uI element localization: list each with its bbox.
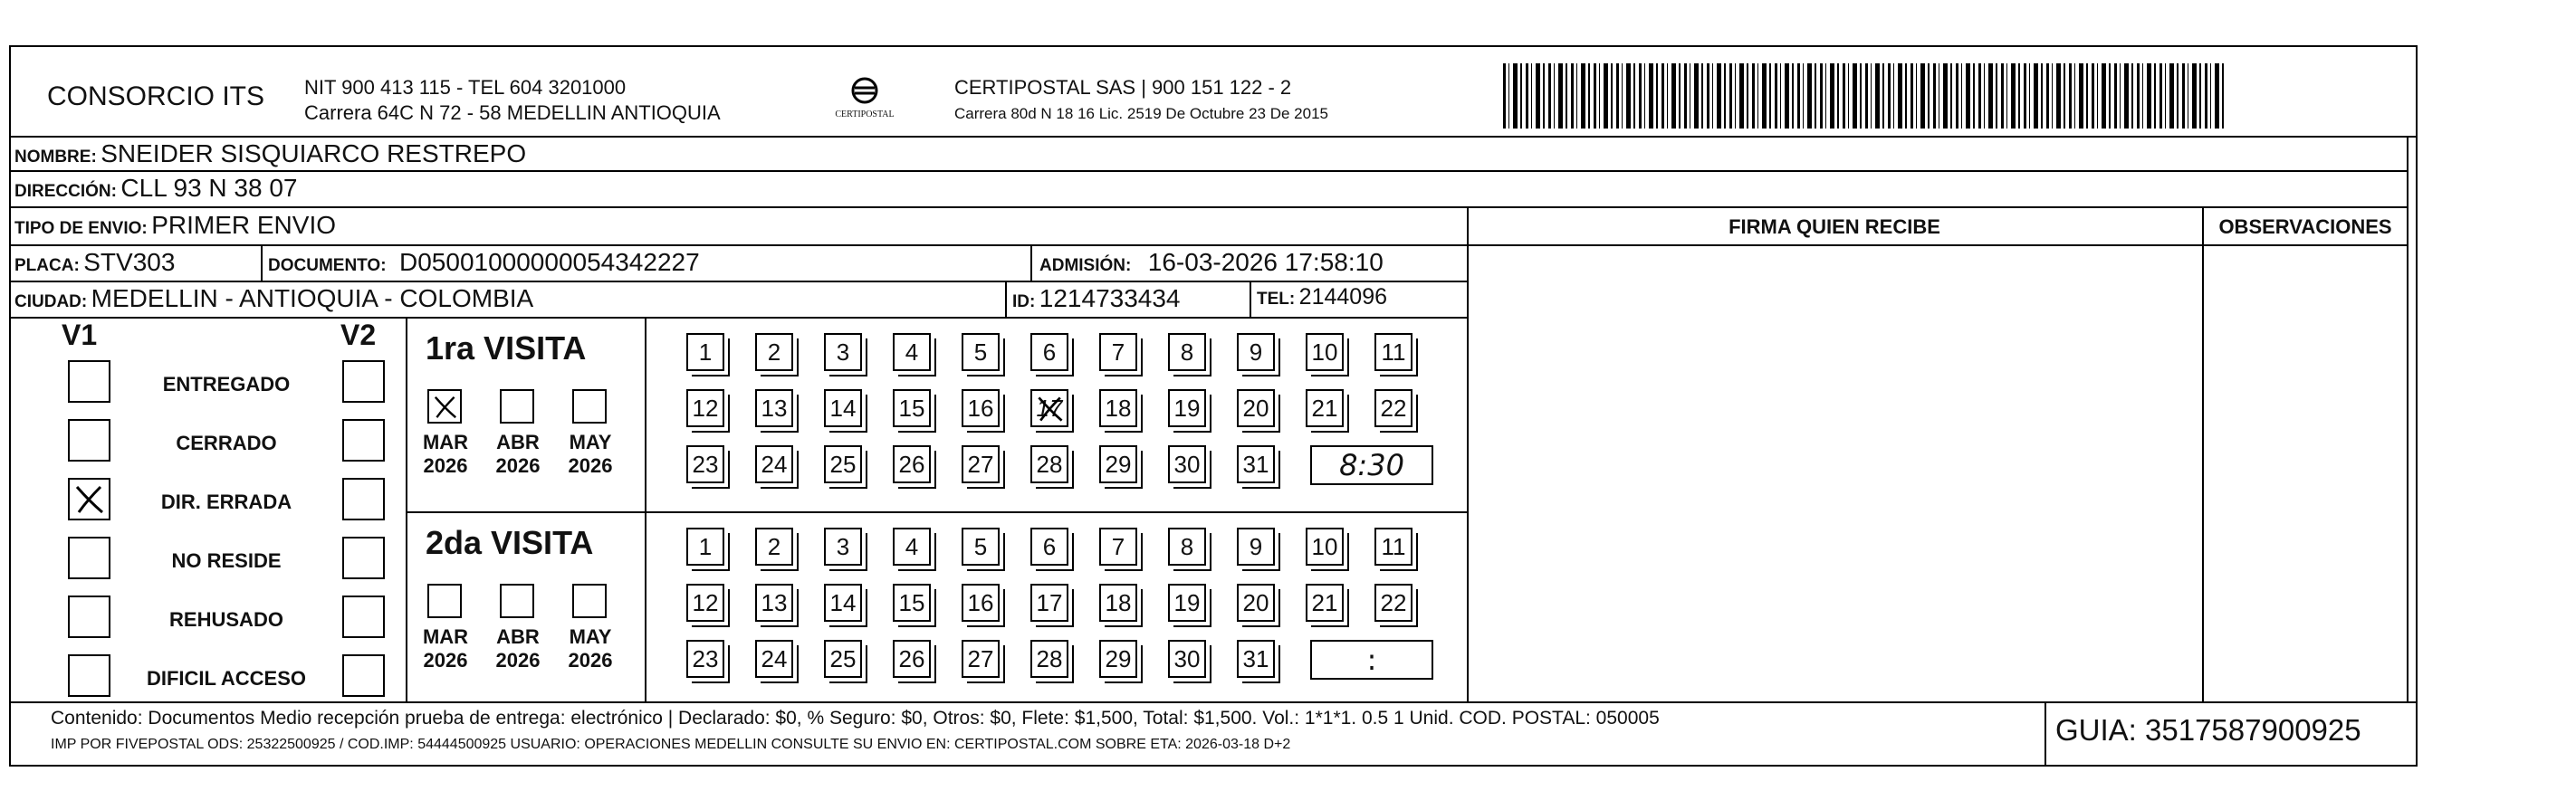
nombre-row: [14, 139, 526, 168]
firma-area[interactable]: [1470, 248, 2200, 699]
month-checkbox[interactable]: [427, 389, 462, 424]
day-box[interactable]: 9: [1237, 333, 1275, 371]
day-box[interactable]: 3: [824, 528, 862, 566]
status-label: REHUSADO: [169, 608, 283, 631]
admision-value: 16-03-2026 17:58:10: [1147, 248, 1384, 276]
v2-checkbox[interactable]: [342, 654, 385, 697]
tipo-envio-row: [14, 211, 336, 240]
month-label: [563, 431, 618, 478]
handwritten-x-mark: [1034, 393, 1067, 425]
company-name: CONSORCIO ITS: [47, 81, 265, 111]
id-label: ID:: [1012, 292, 1036, 311]
day-box[interactable]: 2: [755, 333, 793, 371]
tel-value: 2144096: [1298, 284, 1387, 310]
month-name: MAY: [569, 625, 612, 648]
day-box[interactable]: 1: [686, 528, 724, 566]
v1-checkbox[interactable]: [68, 360, 110, 403]
month-year: 2026: [568, 649, 613, 672]
day-box[interactable]: 10: [1306, 528, 1344, 566]
handwritten-x-mark: [72, 481, 108, 518]
ciudad-value: MEDELLIN - ANTIOQUIA - COLOMBIA: [91, 284, 534, 312]
tipo-envio-label: TIPO DE ENVIO:: [14, 219, 148, 238]
day-box[interactable]: 31: [1237, 640, 1275, 678]
day-box[interactable]: 7: [1099, 333, 1137, 371]
time-field[interactable]: :: [1310, 640, 1433, 680]
day-box[interactable]: 24: [755, 640, 793, 678]
logo-text: CERTIPOSTAL: [835, 110, 895, 119]
day-box[interactable]: 14: [824, 584, 862, 622]
day-box[interactable]: 28: [1030, 640, 1068, 678]
company-line-1: NIT 900 413 115 - TEL 604 3201000: [304, 76, 627, 99]
id-value: 1214733434: [1039, 284, 1181, 312]
month-checkbox[interactable]: [500, 389, 534, 424]
day-box[interactable]: 22: [1374, 389, 1412, 427]
month-checkbox[interactable]: [427, 584, 462, 618]
month-label: [563, 625, 618, 672]
month-name: MAR: [422, 431, 469, 453]
placa-label: PLACA:: [14, 256, 80, 275]
day-box[interactable]: 11: [1374, 333, 1412, 371]
v2-label: V2: [340, 319, 377, 351]
firma-header: FIRMA QUIEN RECIBE: [1729, 215, 1940, 238]
month-name: MAR: [422, 625, 469, 648]
day-box[interactable]: 19: [1168, 389, 1206, 427]
v2-checkbox[interactable]: [342, 478, 385, 520]
day-box[interactable]: 12: [686, 389, 724, 427]
admision-cell: [1039, 248, 1384, 277]
day-box[interactable]: 19: [1168, 584, 1206, 622]
day-box[interactable]: 27: [962, 445, 1000, 483]
month-year: 2026: [568, 454, 613, 477]
status-label: DIFICIL ACCESO: [146, 667, 306, 690]
nombre-value: SNEIDER SISQUIARCO RESTREPO: [101, 139, 527, 167]
direccion-value: CLL 93 N 38 07: [120, 174, 298, 202]
day-box[interactable]: 29: [1099, 640, 1137, 678]
carrier-line-1: CERTIPOSTAL SAS | 900 151 122 - 2: [954, 76, 1292, 99]
month-checkbox[interactable]: [500, 584, 534, 618]
direccion-row: [14, 174, 298, 203]
month-name: MAY: [569, 431, 612, 453]
day-box[interactable]: 15: [893, 389, 931, 427]
footer-imp: IMP POR FIVEPOSTAL ODS: 25322500925 / COD.IMP: 54444500925 USUARIO: OPERACIONES MEDELLIN CONSULTE SU ENVIO EN: CERTIPOSTAL.COM SOBRE ETA: 2026-03-18 D+2: [51, 737, 1291, 752]
v1-checkbox[interactable]: [68, 478, 110, 520]
day-box[interactable]: 16: [962, 389, 1000, 427]
day-box[interactable]: 30: [1168, 445, 1206, 483]
day-box[interactable]: 6: [1030, 333, 1068, 371]
day-box[interactable]: 4: [893, 528, 931, 566]
day-box[interactable]: 5: [962, 333, 1000, 371]
day-box[interactable]: 30: [1168, 640, 1206, 678]
day-box[interactable]: 24: [755, 445, 793, 483]
visit-title: 2da VISITA: [426, 524, 594, 561]
day-box[interactable]: 12: [686, 584, 724, 622]
day-box[interactable]: 27: [962, 640, 1000, 678]
day-box[interactable]: 31: [1237, 445, 1275, 483]
day-box[interactable]: 23: [686, 640, 724, 678]
day-box[interactable]: 20: [1237, 584, 1275, 622]
day-box[interactable]: 3: [824, 333, 862, 371]
day-box[interactable]: 25: [824, 445, 862, 483]
day-box[interactable]: 26: [893, 640, 931, 678]
company-line-2: Carrera 64C N 72 - 58 MEDELLIN ANTIOQUIA: [304, 101, 721, 124]
v1-checkbox[interactable]: [68, 537, 110, 579]
visit-title: 1ra VISITA: [426, 329, 587, 367]
month-year: 2026: [495, 454, 541, 477]
month-name: ABR: [496, 625, 540, 648]
time-field[interactable]: 8:30: [1310, 445, 1433, 485]
footer-contenido: Contenido: Documentos Medio recepción prueba de entrega: electrónico | Declarado: $0, % Seguro: $0, Otros: $0, Flete: $1,500, Total: $1,500. Vol.: 1*1*1. 0.5 1 Unid. COD. POSTAL: 050005: [51, 708, 1660, 729]
day-box[interactable]: 17: [1030, 584, 1068, 622]
marked-day-number: 17: [1036, 394, 1063, 422]
v1-checkbox[interactable]: [68, 419, 110, 462]
footer-guia: GUIA: 3517587900925: [2055, 713, 2361, 747]
day-box[interactable]: 23: [686, 445, 724, 483]
ciudad-cell: [14, 284, 533, 313]
day-box[interactable]: 11: [1374, 528, 1412, 566]
carrier-line-2: Carrera 80d N 18 16 Lic. 2519 De Octubre 23 De 2015: [954, 105, 1328, 122]
status-label: ENTREGADO: [162, 373, 291, 396]
v2-checkbox[interactable]: [342, 360, 385, 403]
nombre-label: NOMBRE:: [14, 148, 97, 167]
day-box[interactable]: 13: [755, 389, 793, 427]
month-label: [491, 625, 545, 672]
observaciones-header: OBSERVACIONES: [2218, 215, 2392, 238]
documento-value: D05001000000054342227: [399, 248, 700, 276]
tipo-envio-value: PRIMER ENVIO: [151, 211, 337, 239]
status-label: NO RESIDE: [171, 549, 282, 572]
direccion-label: DIRECCIÓN:: [14, 182, 117, 201]
v2-checkbox[interactable]: [342, 596, 385, 638]
day-box[interactable]: 20: [1237, 389, 1275, 427]
placa-cell: [14, 248, 175, 277]
day-box[interactable]: 4: [893, 333, 931, 371]
month-label: [491, 431, 545, 478]
day-box[interactable]: 8: [1168, 333, 1206, 371]
month-year: 2026: [423, 649, 468, 672]
ciudad-label: CIUDAD:: [14, 292, 88, 311]
day-box[interactable]: 7: [1099, 528, 1137, 566]
day-box[interactable]: 6: [1030, 528, 1068, 566]
day-box[interactable]: 18: [1099, 389, 1137, 427]
month-checkbox[interactable]: [572, 389, 607, 424]
observaciones-area[interactable]: [2206, 248, 2405, 699]
month-name: ABR: [496, 431, 540, 453]
v2-checkbox[interactable]: [342, 419, 385, 462]
tel-cell: [1257, 284, 1387, 310]
documento-label: DOCUMENTO:: [268, 256, 387, 275]
day-box[interactable]: 8: [1168, 528, 1206, 566]
month-year: 2026: [495, 649, 541, 672]
day-box[interactable]: 1: [686, 333, 724, 371]
month-checkbox[interactable]: [572, 584, 607, 618]
placa-value: STV303: [83, 248, 176, 276]
day-box[interactable]: 5: [962, 528, 1000, 566]
month-label: [418, 625, 473, 672]
documento-cell: [268, 248, 700, 277]
day-box[interactable]: 29: [1099, 445, 1137, 483]
day-box[interactable]: 2: [755, 528, 793, 566]
admision-label: ADMISIÓN:: [1039, 256, 1132, 275]
v1-label: V1: [62, 319, 98, 351]
day-box[interactable]: 10: [1306, 333, 1344, 371]
tel-label: TEL:: [1257, 290, 1296, 309]
day-box[interactable]: 9: [1237, 528, 1275, 566]
v2-checkbox[interactable]: [342, 537, 385, 579]
day-box[interactable]: 22: [1374, 584, 1412, 622]
day-box[interactable]: 14: [824, 389, 862, 427]
id-cell: [1012, 284, 1181, 313]
day-box[interactable]: 18: [1099, 584, 1137, 622]
status-label: CERRADO: [176, 432, 277, 454]
month-label: [418, 431, 473, 478]
handwritten-x-mark: [431, 393, 460, 422]
day-box[interactable]: 25: [824, 640, 862, 678]
month-year: 2026: [423, 454, 468, 477]
day-box[interactable]: 13: [755, 584, 793, 622]
day-box[interactable]: 26: [893, 445, 931, 483]
day-box[interactable]: 16: [962, 584, 1000, 622]
v1-checkbox[interactable]: [68, 654, 110, 697]
v1-checkbox[interactable]: [68, 596, 110, 638]
status-label: DIR. ERRADA: [160, 491, 292, 513]
day-box[interactable]: 15: [893, 584, 931, 622]
day-box[interactable]: 21: [1306, 389, 1344, 427]
day-box[interactable]: [1030, 389, 1068, 427]
day-box[interactable]: 28: [1030, 445, 1068, 483]
day-box[interactable]: 21: [1306, 584, 1344, 622]
